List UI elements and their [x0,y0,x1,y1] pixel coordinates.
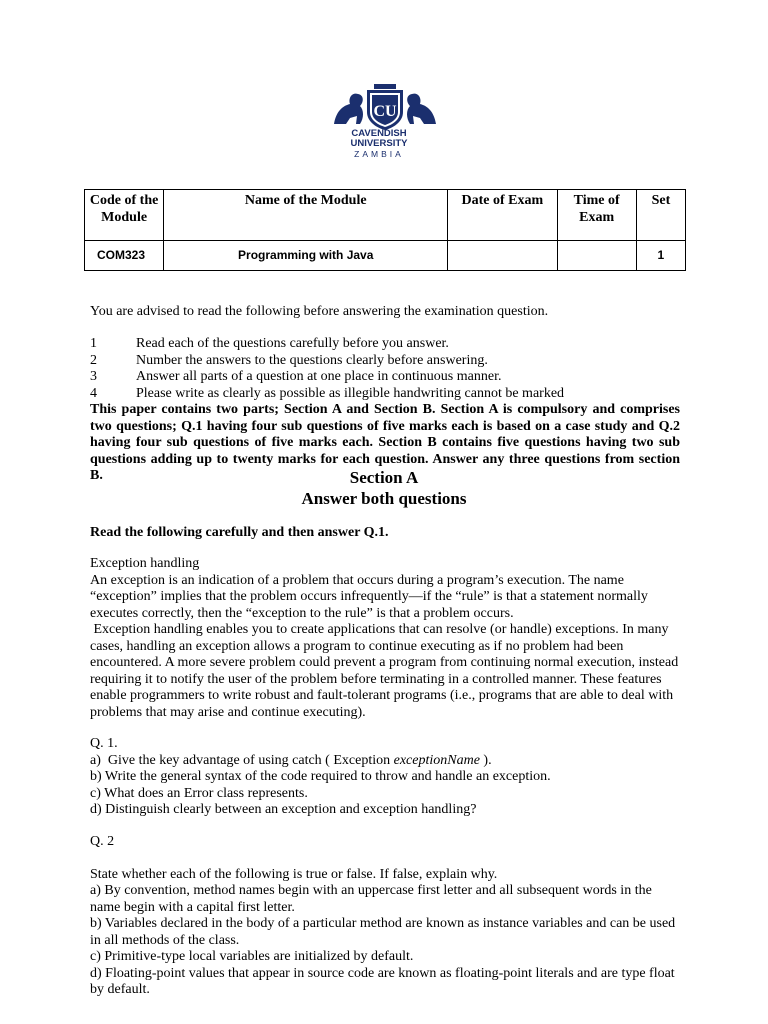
q2-c: c) Primitive-type local variables are initialized by default. [90,949,414,964]
university-logo [330,82,440,132]
q2-intro: State whether each of the following is true or false. If false, explain why. [90,866,498,882]
q1-d: d) Distinguish clearly between an exception and exception handling? [90,802,477,817]
q2-b: b) Variables declared in the body of a particular method are known as instance variables and can be used in all methods of the class. [90,916,676,948]
intro-text: You are advised to read the following before answering the examination question. [90,304,549,319]
q1-label: Q. 1. [90,736,118,751]
paper-note: This paper contains two parts; Section A and Section B. Section A is compulsory and comprises two questions; Q.1 having four sub questions of five marks each is based on a case study and Q.2 having four sub questions of five marks each. Section B contains five questions having two sub questions adding up to twenty marks for each question. Answer any three questions from section B. [90,402,680,483]
logo-line1: CAVENDISH [351,128,407,139]
table-row [85,241,686,271]
header-date: Date of Exam [448,190,557,241]
section-subtitle: Answer both questions [301,489,467,508]
case-study [90,556,680,721]
list-item: 2 Number the answers to the questions clearly before answering. [90,352,488,368]
case-title: Exception handling [90,556,200,571]
cell-date [448,241,557,271]
header-name: Name of the Module [164,190,448,241]
q1-b: b) Write the general syntax of the code required to throw and handle an exception. [90,769,551,784]
case-paragraph-2: Exception handling enables you to create applications that can resolve (or handle) exceptions. In many cases, handling an exception allows a program to continue executing as if no problem had been encountered. A more severe problem could prevent a program from continuing normal execution, instead requiring it to notify the user of the problem before terminating in a controlled manner. These features enable programmers to write robust and fault-tolerant programs (i.e., programs that are able to deal with problems that may arise and continue executing). [90,622,682,720]
list-item: 1 Read each of the questions carefully before you answer. [90,336,449,351]
question-2 [90,834,680,999]
cell-set: 1 [636,241,685,271]
table-header-row [85,190,686,241]
instruction-list [90,336,680,402]
question-1 [90,736,680,819]
logo-line3: ZAMBIA [354,149,404,159]
header-code: Code of the Module [85,190,164,241]
left-lion-icon [334,94,363,124]
case-paragraph-1: An exception is an indication of a problem that occurs during a program’s execution. The name “exception” implies that the problem occurs infrequently—if the “rule” is that a statement normally executes correctly, then the “exception to the rule” is that a problem occurs. [90,572,648,621]
header-set: Set [636,190,685,241]
logo-line2: UNIVERSITY [350,138,408,149]
section-title: Section A [349,468,419,487]
cell-time [557,241,636,271]
cell-name: Programming with Java [164,241,448,271]
right-lion-icon [407,94,436,124]
q1-c: c) What does an Error class represents. [90,785,308,801]
logo-wordmark [330,129,428,159]
list-item: 3 Answer all parts of a question at one place in continuous manner. [90,369,502,384]
q2-label: Q. 2 [90,834,115,849]
svg-text:CU: CU [373,103,397,120]
q1-a: a) Give the key advantage of using catch ( Exception exceptionName ). [90,752,492,768]
q2-d: d) Floating-point values that appear in source code are known as floating-point literals and are type float by default. [90,965,675,997]
list-item: 4 Please write as clearly as possible as illegible handwriting cannot be marked [90,385,565,401]
read-note: Read the following carefully and then answer Q.1. [90,525,389,540]
module-info-table [84,189,686,271]
header-time: Time of Exam [557,190,636,241]
cell-code: COM323 [85,241,164,271]
q2-a: a) By convention, method names begin with an uppercase first letter and all subsequent words in the name begin with a capital first letter. [90,883,652,915]
